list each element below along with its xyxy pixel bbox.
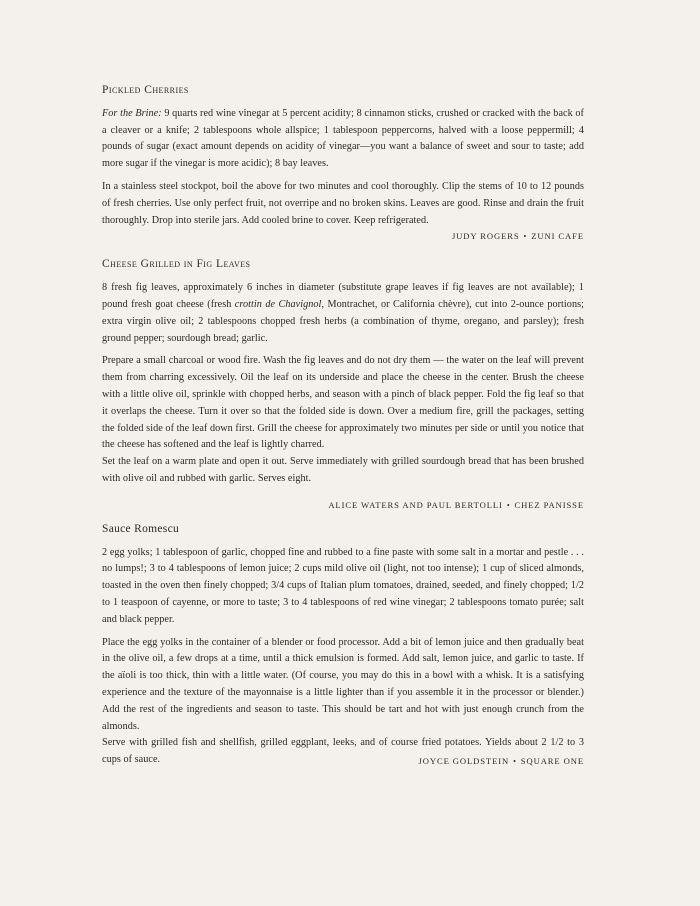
- chef-name: JOYCE GOLDSTEIN: [418, 755, 510, 766]
- recipe-cheese-fig-leaves: [102, 256, 584, 512]
- recipe-sauce-romescu: [102, 521, 584, 769]
- ingredients-text: 8 fresh fig leaves, approximately 6 inches in diameter (substitute grape leaves if fig leaves are not available); 1 pound fresh goat cheese (fresh: [102, 282, 584, 310]
- restaurant-name: ZUNI CAFE: [531, 231, 584, 242]
- recipe-serving: Set the leaf on a warm plate and open it out. Serve immediately with grilled sourdough bread that has been brushed with olive oil and rubbed with garlic. Serves eight.: [102, 456, 584, 484]
- credit-separator: •: [523, 232, 528, 242]
- recipe-serving: Serve with grilled fish and shellfish, grilled eggplant, leeks, and of course fried potatoes. Yields about 2 1/2 to 3 cups of sauce.: [102, 737, 584, 766]
- recipe-ingredients: [102, 106, 584, 173]
- ingredients-text: , Montrachet, or California chèvre), cut into 2-ounce portions; extra virgin olive oil; 2 tablespoons chopped fresh herbs (a combination of thyme, oregano, and parsley); fresh ground pepper; sourdough bread; garlic.: [102, 298, 584, 344]
- recipe-credit: [102, 754, 584, 769]
- brine-label: For the Brine:: [102, 107, 162, 119]
- recipe-pickled-cherries: [102, 82, 584, 244]
- recipe-title: Pickled Cherries: [102, 84, 189, 96]
- recipe-credit: [102, 229, 584, 244]
- restaurant-name: CHEZ PANISSE: [514, 499, 584, 510]
- chef-name: JUDY ROGERS: [451, 231, 520, 242]
- ingredients-text: 9 quarts red wine vinegar at 5 percent acidity; 8 cinnamon sticks, crushed or cracked with the back of a cleaver or a knife; 2 tablespoons whole allspice; 1 tablespoon peppercorns, halved with a loose peppermill; 4 pounds of sugar (exact amount depends on acidity of vinegar—you want a balance of sweet and sour to taste; add more sugar if the vinegar is more acidic); 8 bay leaves.: [102, 107, 584, 170]
- recipe-method: Place the egg yolks in the container of a blender or food processor. Add a bit of lemon juice and then gradually beat in the olive oil, a few drops at a time, until a thick emulsion is formed. Add salt, lemon juice, and garlic to taste. If the aïoli is too thick, thin with a little water. (Of course, you may do this in a bowl with a whisk. It is a satisfying experience and the texture of the mayonnaise is a little lighter than if you assemble it in the processor or blender.) Add the rest of the ingredients and season to taste. This should be tart and hot with just enough crunch from the almonds.: [102, 636, 584, 732]
- recipe-method: In a stainless steel stockpot, boil the above for two minutes and cool thoroughly. Clip the stems of 10 to 12 pounds of fresh cherries. Use only perfect fruit, not overripe and no broken skins. Leaves are good. Rinse and drain the fruit thoroughly. Drop into sterile jars. Add cooled brine to cover. Keep refrigerated.: [102, 180, 584, 226]
- recipe-method: Prepare a small charcoal or wood fire. Wash the fig leaves and do not dry them — the water on the leaf will prevent them from charring excessively. Oil the leaf on its underside and place the cheese in the center. Brush the cheese with a little olive oil, sprinkle with chopped herbs, and season with a pinch of black pepper. Fold the fig leaf so that it overlaps the cheese. Turn it over so that the folded side is down. Over a medium fire, grill the packages, setting the folded side of the leaf down first. Grill the cheese for approximately two minutes per side or until you notice that the cheese has softened and the leaf is lightly charred.: [102, 355, 584, 451]
- credit-separator: •: [506, 500, 511, 510]
- recipe-page: [102, 82, 584, 769]
- recipe-ingredients: [102, 280, 584, 347]
- recipe-title: Cheese Grilled in Fig Leaves: [102, 258, 251, 271]
- credit-separator: •: [513, 756, 517, 766]
- cheese-name: crottin de Chavignol: [234, 298, 322, 310]
- restaurant-name: SQUARE ONE: [520, 755, 584, 766]
- chef-name: ALICE WATERS AND PAUL BERTOLLI: [328, 499, 503, 510]
- recipe-credit: [102, 498, 584, 513]
- recipe-title: Sauce Romescu: [102, 522, 180, 535]
- recipe-ingredients: 2 egg yolks; 1 tablespoon of garlic, chopped fine and rubbed to a fine paste with some salt in a mortar and pestle . . . no lumps!; 3 to 4 tablespoons of lemon juice; 2 cups mild olive oil (light, not too intense); 1 cup of sliced almonds, toasted in the oven then finely chopped; 3/4 cups of Italian plum tomatoes, drained, seeded, and finely chopped; 1/2 to 1 teaspoon of cayenne, or more to taste; 3 to 4 tablespoons of red wine vinegar; 2 tablespoons tomato purée; salt and black pepper.: [102, 546, 584, 625]
